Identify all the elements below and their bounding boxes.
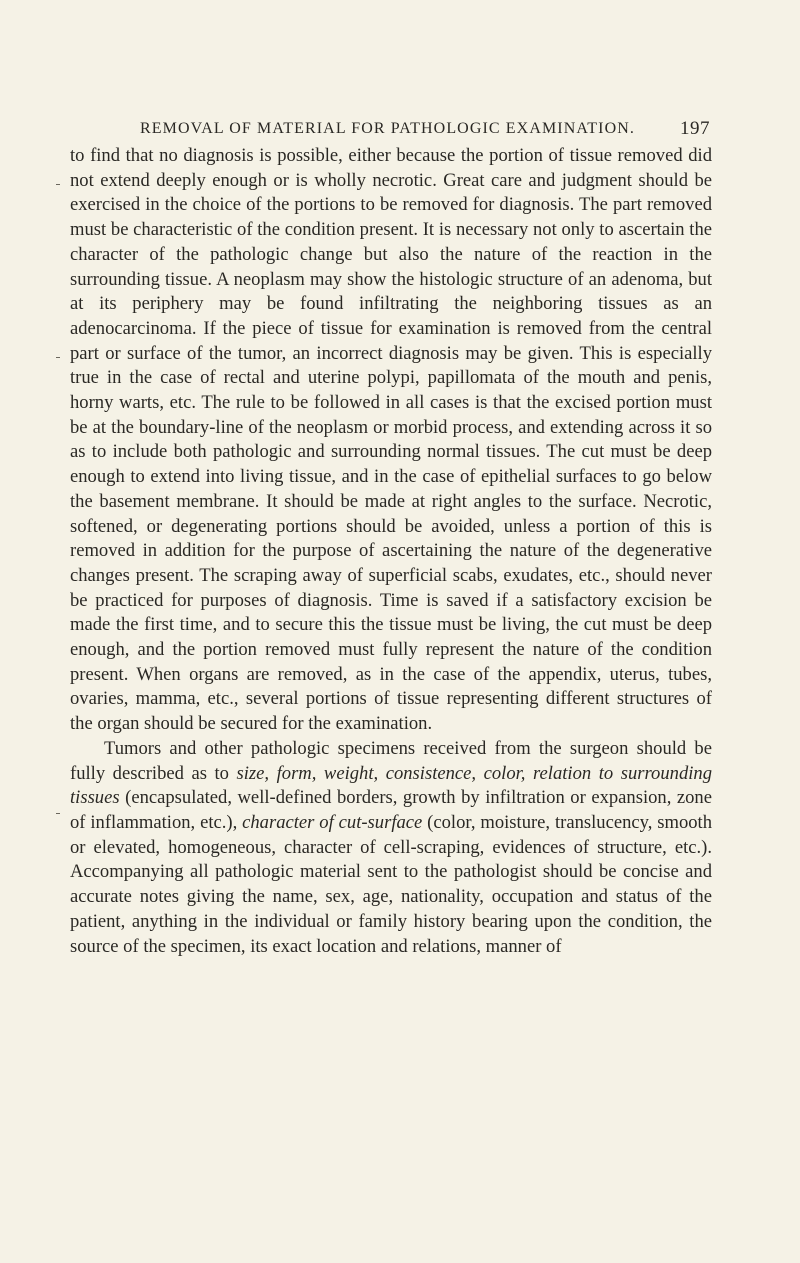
page-number: 197 — [680, 118, 710, 139]
running-title: REMOVAL OF MATERIAL FOR PATHOLOGIC EXAMINATION. — [140, 120, 635, 137]
paragraph-2-italic-2: character of cut-surface — [242, 811, 423, 833]
running-head — [70, 118, 710, 140]
paragraph-2-part-1: Tumors and other pathologic specimens received from the surgeon should be fully described as to — [70, 737, 712, 784]
margin-mark — [56, 184, 60, 185]
paragraph-2 — [70, 737, 712, 959]
paragraph-2-part-2: (encapsulated, well-defined borders, growth by infiltration or expansion, zone of inflammation, etc.), — [70, 787, 712, 833]
paragraph-1: to find that no diagnosis is possible, either because the portion of tissue removed did not extend deeply enough or is wholly necrotic. Great care and judgment should be exercised in the choice of the portions to be removed for diagnosis. The part removed must be characteristic of the condition present. It is necessary not only to ascertain the character of the pathologic change but also the nature of the reaction in the surrounding tissue. A neoplasm may show the histologic structure of an adenoma, but at its periphery may be found infiltrating the neighboring tissues as an adenocarcinoma. If the piece of tissue for examination is removed from the central part or surface of the tumor, an incorrect diagnosis may be given. This is especially true in the case of rectal and uterine polypi, papillomata of the mouth and penis, horny warts, etc. The rule to be followed in all cases is that the excised portion must be at the boundary-line of the neoplasm or morbid process, and extending across it so as to include both pathologic and surrounding normal tissues. The cut must be deep enough to extend into living tissue, and in the case of epithelial surfaces to go below the basement membrane. It should be made at right angles to the surface. Necrotic, softened, or degenerating portions should be avoided, unless a portion of this is removed in addition for the purpose of ascertaining the nature of the degenerative changes present. The scraping away of superficial scabs, exudates, etc., should never be practiced for purposes of diagnosis. Time is saved if a satisfactory excision be made the first time, and to secure this the tissue must be living, the cut must be deep enough, and the portion removed must fully represent the nature of the condition present. When organs are removed, as in the case of the appendix, uterus, tubes, ovaries, mamma, etc., several portions of tissue representing different structures of the organ should be secured for the examination. — [70, 145, 712, 735]
margin-mark — [56, 813, 60, 814]
paragraph-2-part-3: (color, moisture, translucency, smooth or elevated, homogeneous, character of cell-scraping, evidences of structure, etc.). Accompanying all pathologic material sent to the pathologist should be concise and accurate notes giving the name, sex, age, nationality, occupation and status of the patient, anything in the individual or family history bearing upon the condition, the source of the specimen, its exact location and relations, manner of — [70, 811, 712, 957]
margin-mark — [56, 357, 60, 358]
paragraph-2-italic-1: size, form, weight, consistence, color, relation to surrounding tissues — [70, 762, 713, 809]
body-text — [70, 144, 712, 959]
